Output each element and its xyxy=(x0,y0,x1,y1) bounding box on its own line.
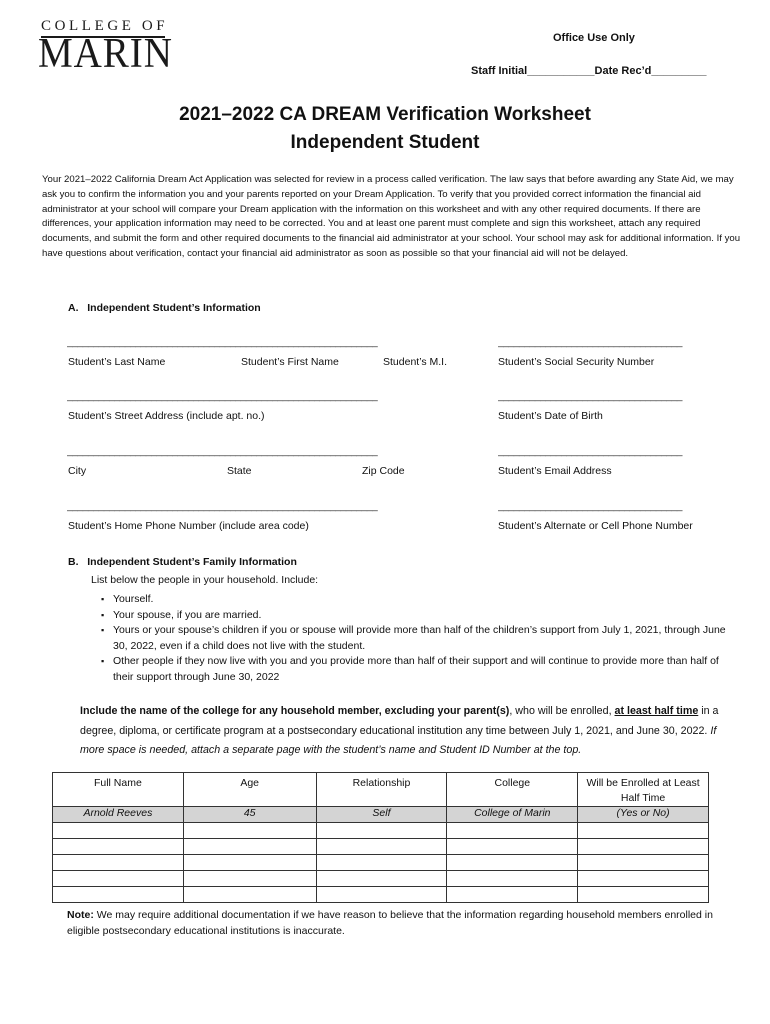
sample-relationship: Self xyxy=(316,807,447,823)
dob-fill-line[interactable]: ___________________________________ xyxy=(498,391,683,402)
list-item: ▪ Yourself. xyxy=(101,592,741,608)
table-cell[interactable] xyxy=(53,855,184,871)
household-bullet-list xyxy=(101,592,741,685)
sample-full-name: Arnold Reeves xyxy=(53,807,184,823)
sample-college: College of Marin xyxy=(447,807,578,823)
household-instructions: List below the people in your household. Include: xyxy=(91,574,319,586)
header-half-time: Will be Enrolled at Least Half Time xyxy=(578,773,709,807)
table-row-sample xyxy=(53,807,709,823)
home-phone-label: Student’s Home Phone Number (include area code) xyxy=(68,520,309,532)
page-subtitle: Independent Student xyxy=(290,132,480,153)
header-relationship: Relationship xyxy=(316,773,447,807)
table-header-row xyxy=(53,773,709,807)
table-cell[interactable] xyxy=(447,823,578,839)
section-a-heading: A. Independent Student’s Information xyxy=(68,302,261,314)
street-fill-line[interactable]: ___________________________________________________________ xyxy=(67,391,378,402)
table-row xyxy=(53,855,709,871)
ssn-fill-line[interactable]: ___________________________________ xyxy=(498,337,683,348)
ssn-label: Student’s Social Security Number xyxy=(498,356,655,368)
table-cell[interactable] xyxy=(447,871,578,887)
table-cell[interactable] xyxy=(53,839,184,855)
last-name-label: Student’s Last Name xyxy=(68,356,166,368)
table-cell[interactable] xyxy=(316,871,447,887)
bullet-icon: ▪ xyxy=(101,594,105,604)
list-item: ▪ Yours or your spouse’s children if you or spouse will provide more than half of the children’s support from July 1, 2021, through June 30, 2022, even if a child does not live with the student. xyxy=(101,624,726,652)
table-cell[interactable] xyxy=(316,823,447,839)
table-cell[interactable] xyxy=(316,887,447,903)
table-cell[interactable] xyxy=(183,887,316,903)
bullet-icon: ▪ xyxy=(101,625,105,635)
header-age: Age xyxy=(183,773,316,807)
email-label: Student’s Email Address xyxy=(498,465,612,477)
sample-half-time: (Yes or No) xyxy=(578,807,709,823)
table-cell[interactable] xyxy=(578,823,709,839)
header-college: College xyxy=(447,773,578,807)
home-phone-fill-line[interactable]: ___________________________________________________________ xyxy=(67,501,378,512)
page-title: 2021–2022 CA DREAM Verification Worksheet xyxy=(179,104,591,125)
include-college-instructions: Include the name of the college for any household member, excluding your parent(s), who will be enrolled, at least half time in a degree, diploma, or certificate program at a postsecondary educational institution any time between July 1, 2021, and June 30, 2022. If more space is needed, attach a separate page with the student’s name and Student ID Number at the top. xyxy=(80,705,719,757)
table-row xyxy=(53,871,709,887)
city-label: City xyxy=(68,465,87,477)
state-label: State xyxy=(227,465,252,477)
note-paragraph: Note: We may require additional documentation if we have reason to believe that the information regarding household members enrolled in eligible postsecondary educational institutions is inaccurate. xyxy=(67,909,713,937)
section-b-heading: B. Independent Student’s Family Information xyxy=(68,556,297,568)
table-cell[interactable] xyxy=(183,871,316,887)
list-item: ▪ Other people if they now live with you and you provide more than half of their support and will continue to provide more than half of their support through June 30, 2022 xyxy=(101,655,719,683)
middle-initial-label: Student’s M.I. xyxy=(383,356,448,368)
table-cell[interactable] xyxy=(53,871,184,887)
city-fill-line[interactable]: ___________________________________________________________ xyxy=(67,446,378,457)
table-row xyxy=(53,823,709,839)
staff-initial-line: Staff Initial___________Date Rec’d_________ xyxy=(471,65,707,77)
table-cell[interactable] xyxy=(578,887,709,903)
table-cell[interactable] xyxy=(183,839,316,855)
intro-paragraph: Your 2021–2022 California Dream Act Application was selected for review in a process called verification. The law says that before awarding any State Aid, we may ask you to confirm the information you and your parents reported on your Dream Application. To verify that you provided correct information the financial aid administrator at your school will compare your Dream application with the information on this worksheet and with any other required documents. If there are differences, your application information may need to be corrected. You and at least one parent must complete and sign this worksheet, attach any required documents, and submit the form and other required documents to the financial aid administrator at your school. Your school may ask for additional information. If you have questions about verification, contact your financial aid administrator as soon as possible so that your financial aid will not be delayed. xyxy=(42,174,741,259)
table-cell[interactable] xyxy=(447,839,578,855)
sample-age: 45 xyxy=(183,807,316,823)
zip-label: Zip Code xyxy=(362,465,405,477)
table-row xyxy=(53,839,709,855)
office-use-title: Office Use Only xyxy=(553,32,635,44)
table-cell[interactable] xyxy=(316,855,447,871)
table-cell[interactable] xyxy=(578,855,709,871)
bullet-icon: ▪ xyxy=(101,609,105,620)
logo-marin: MARIN xyxy=(38,31,173,77)
dob-label: Student’s Date of Birth xyxy=(498,410,603,422)
header-full-name: Full Name xyxy=(53,773,184,807)
street-label: Student’s Street Address (include apt. no.) xyxy=(68,410,265,422)
table-row xyxy=(53,887,709,903)
household-table xyxy=(52,772,709,903)
alt-phone-label: Student’s Alternate or Cell Phone Number xyxy=(498,520,693,532)
table-cell[interactable] xyxy=(316,839,447,855)
logo-college-of: COLLEGE OF xyxy=(41,18,169,34)
table-cell[interactable] xyxy=(447,887,578,903)
name-fill-line[interactable]: ___________________________________________________________ xyxy=(67,337,378,348)
alt-phone-fill-line[interactable]: ___________________________________ xyxy=(498,501,683,512)
table-cell[interactable] xyxy=(53,887,184,903)
first-name-label: Student’s First Name xyxy=(241,356,339,368)
bullet-icon: ▪ xyxy=(101,656,105,666)
table-cell[interactable] xyxy=(578,839,709,855)
table-cell[interactable] xyxy=(447,855,578,871)
table-cell[interactable] xyxy=(578,871,709,887)
table-cell[interactable] xyxy=(53,823,184,839)
list-item: ▪ Your spouse, if you are married. xyxy=(101,608,741,624)
email-fill-line[interactable]: ___________________________________ xyxy=(498,446,683,457)
table-cell[interactable] xyxy=(183,855,316,871)
table-cell[interactable] xyxy=(183,823,316,839)
